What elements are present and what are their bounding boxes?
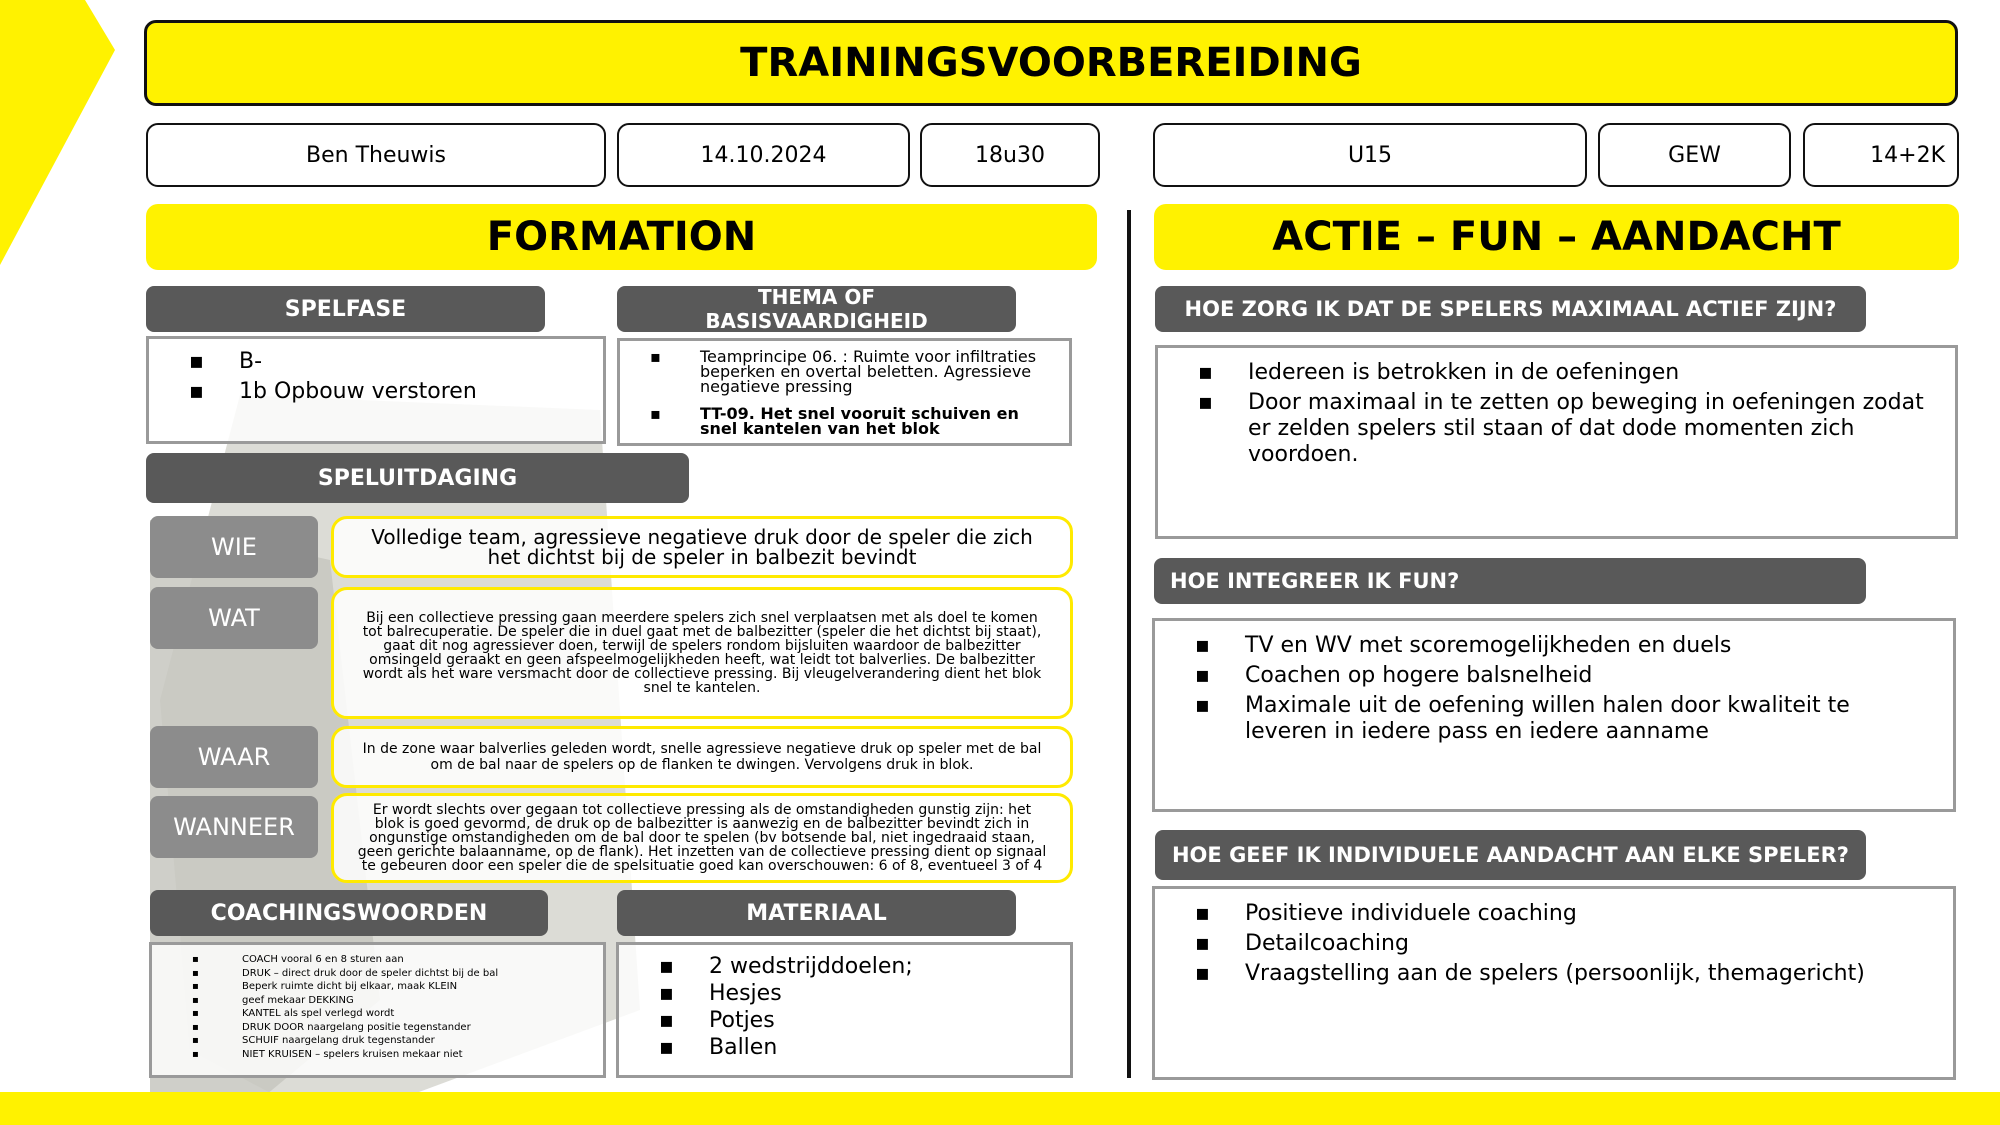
materiaal-header [617,890,1016,936]
title-bar [144,20,1958,106]
formation-heading [146,204,1097,270]
time-value: 18u30 [975,142,1045,168]
column-divider [1127,210,1131,1078]
list-item: ▪ DRUK – direct druk door de speler dichtst bij de bal [242,967,603,981]
list-item: ▪ SCHUIF naargelang druk tegenstander [242,1034,603,1048]
spelfase-header [146,286,545,332]
trainer-field [146,123,606,187]
waar-text: In de zone waar balverlies geleden wordt, snelle agressieve negatieve druk op speler met de bal om de bal naar de spelers op de flanken te dwingen. Vervolgens druk in blok. [331,726,1073,788]
team-value: U15 [1347,142,1393,168]
coaching-box [149,942,606,1078]
list-item: ▪ TT-09. Het snel vooruit schuiven en snel kantelen van het blok [700,406,1045,436]
list-item: ▪ NIET KRUISEN – spelers kruisen mekaar niet [242,1048,603,1062]
actie-heading-text: ACTIE – FUN – AANDACHT [1272,214,1841,260]
fun-header-text: HOE INTEGREER IK FUN? [1170,569,1460,593]
materiaal-box [616,942,1073,1078]
actie-fun-aandacht-heading [1154,204,1959,270]
list-item: ▪ KANTEL als spel verlegd wordt [242,1007,603,1021]
thema-box [617,338,1072,446]
players-value: 14+2K [1870,142,1945,168]
wie-text: Volledige team, agressieve negatieve druk door de speler die zich het dichtst bij de speler in balbezit bevindt [331,516,1073,578]
list-item: ▪ Hesjes [709,980,1070,1007]
date-field [617,123,910,187]
list-item: ▪ B- [239,349,603,379]
actief-header-text: HOE ZORG IK DAT DE SPELERS MAXIMAAL ACTIEF ZIJN? [1184,297,1837,321]
list-item: ▪ Beperk ruimte dicht bij elkaar, maak KLEIN [242,980,603,994]
aandacht-header [1155,830,1866,880]
wat-text: Bij een collectieve pressing gaan meerdere spelers zich snel verplaatsen met als doel te komen tot balrecuperatie. De speler die in duel gaat met de balbezitter (speler die het dichtst bij staat), gaat dit nog agressiever doen, terwijl de spelers rondom bijsluiten waardoor de balbezitter omsingeld geraakt en geen afspeelmogelijkheden heeft, wat leidt tot balverlies. De balbezitter wordt als het ware versmacht door de collectieve pressing. Bij vleugelverandering dient het blok snel te kantelen. [331,587,1073,719]
list-item: ▪ Maximale uit de oefening willen halen door kwaliteit te leveren in iedere pass en iedere aanname [1245,693,1933,745]
time-field [920,123,1100,187]
wanneer-text: Er wordt slechts over gegaan tot collectieve pressing als de omstandigheden gunstig zijn: het blok is goed gevormd, de druk op de balbezitter is aanwezig en de balbezitter bevindt zich in ongunstige omstandigheden om de bal door te spelen (bv botsende bal, niet ingedraaid staan, geen gerichte balaanname, op de flank). Het inzetten van de collectieve pressing dient op signaal te gebeuren door een speler die de spelsituatie goed kan overschouwen: 6 of 8, eventueel 3 of 4 [331,793,1073,883]
speluitdaging-header-text: SPELUITDAGING [317,465,518,491]
trainer-value: Ben Theuwis [306,142,446,168]
page-title: TRAININGSVOORBEREIDING [740,40,1362,86]
list-item: ▪ 2 wedstrijddoelen; [709,953,1070,980]
date-value: 14.10.2024 [700,142,827,168]
level-field [1598,123,1791,187]
list-item: ▪ Coachen op hogere balsnelheid [1245,663,1933,689]
list-item: ▪ geef mekaar DEKKING [242,994,603,1008]
aandacht-header-text: HOE GEEF IK INDIVIDUELE AANDACHT AAN ELKE SPELER? [1171,843,1849,867]
formation-heading-text: FORMATION [486,214,757,260]
thema-header [617,286,1016,332]
fun-header [1154,558,1866,604]
thema-header-text: THEMA OF BASISVAARDIGHEID [705,285,928,333]
materiaal-header-text: MATERIAAL [746,900,887,926]
list-item: ▪ Positieve individuele coaching [1245,901,1933,927]
spelfase-header-text: SPELFASE [284,296,407,322]
list-item: ▪ Iedereen is betrokken in de oefeningen [1248,360,1925,386]
list-item: ▪ Ballen [709,1034,1070,1061]
speluitdaging-header [146,453,689,503]
aandacht-box [1152,886,1956,1080]
list-item: ▪ Vraagstelling aan de spelers (persoonlijk, themagericht) [1245,961,1933,987]
wat-label: WAT [150,587,318,649]
team-field [1153,123,1587,187]
list-item: ▪ Door maximaal in te zetten op beweging in oefeningen zodat er zelden spelers stil staan of dat dode momenten zich voordoen. [1248,390,1925,468]
wanneer-label: WANNEER [150,796,318,858]
list-item: ▪ Potjes [709,1007,1070,1034]
list-item: ▪ DRUK DOOR naargelang positie tegenstander [242,1021,603,1035]
actief-header [1155,286,1866,332]
actief-box [1155,345,1958,539]
waar-label: WAAR [150,726,318,788]
level-value: GEW [1668,142,1721,168]
list-item: ▪ TV en WV met scoremogelijkheden en duels [1245,633,1933,659]
wie-label: WIE [150,516,318,578]
players-field [1803,123,1959,187]
list-item: ▪ COACH vooral 6 en 8 sturen aan [242,953,603,967]
list-item: ▪ 1b Opbouw verstoren [239,379,603,409]
list-item: ▪ Detailcoaching [1245,931,1933,957]
coaching-header [150,890,548,936]
fun-box [1152,618,1956,812]
spelfase-box [146,336,606,444]
coaching-header-text: COACHINGSWOORDEN [210,900,488,926]
list-item: ▪ Teamprincipe 06. : Ruimte voor infiltraties beperken en overtal beletten. Agressieve negatieve pressing [700,349,1045,394]
